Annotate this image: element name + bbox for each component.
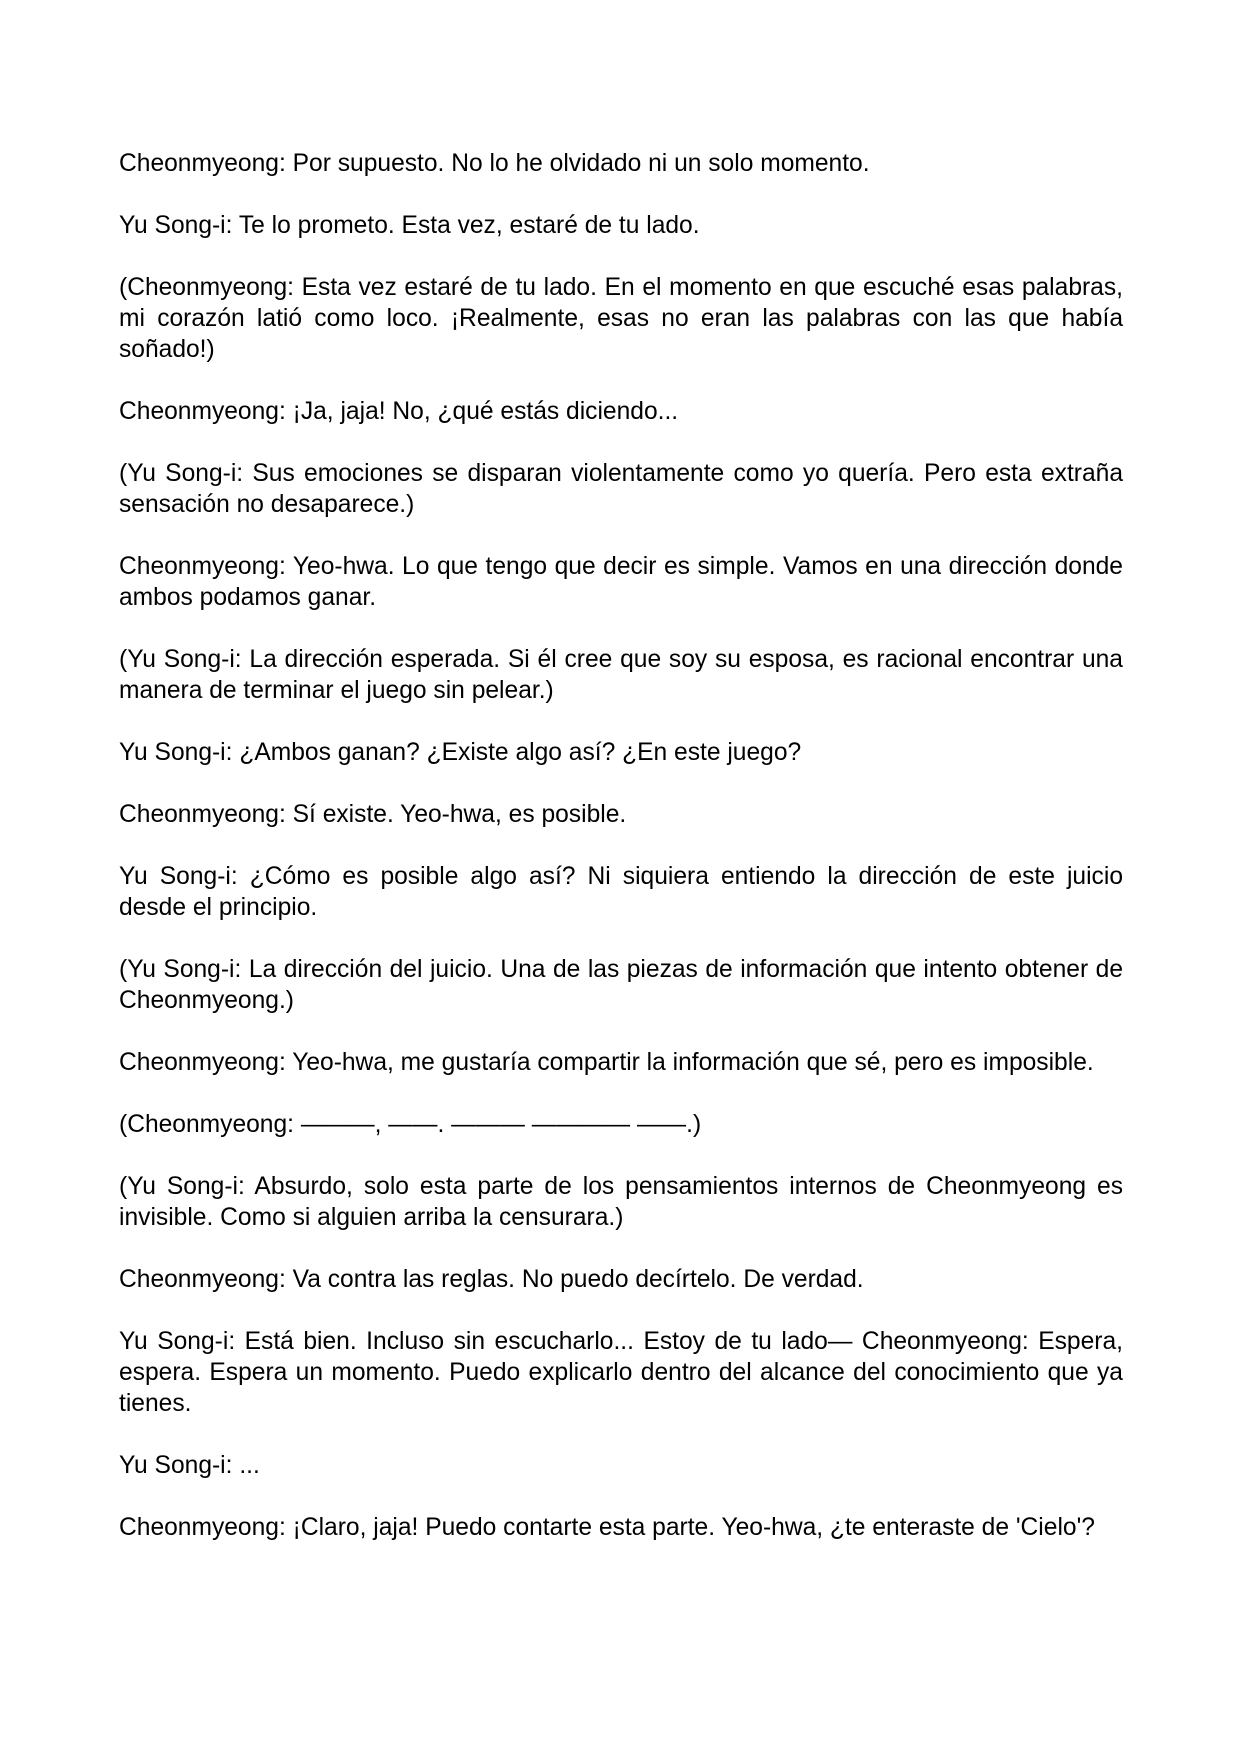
dialogue-paragraph: Yu Song-i: Está bien. Incluso sin escucharlo... Estoy de tu lado— Cheonmyeong: Espera, espera. Espera un momento. Puedo explicarlo dentro del alcance del conocimiento que ya tienes. [119,1328,1123,1417]
dialogue-paragraph: (Cheonmyeong: ———, ——. ——— ———— ——.) [119,1111,702,1138]
dialogue-paragraph: (Yu Song-i: Sus emociones se disparan violentamente como yo quería. Pero esta extraña sensación no desaparece.) [119,460,1123,518]
dialogue-paragraph: (Cheonmyeong: Esta vez estaré de tu lado. En el momento en que escuché esas palabras, mi corazón latió como loco. ¡Realmente, esas no eran las palabras con las que había soñado!) [119,274,1123,363]
dialogue-paragraph: Yu Song-i: Te lo prometo. Esta vez, estaré de tu lado. [119,212,700,239]
dialogue-paragraph: (Yu Song-i: La dirección del juicio. Una de las piezas de información que intento obtener de Cheonmyeong.) [119,956,1123,1014]
dialogue-paragraph: Yu Song-i: ¿Ambos ganan? ¿Existe algo así? ¿En este juego? [119,739,802,766]
dialogue-paragraph: Cheonmyeong: Por supuesto. No lo he olvidado ni un solo momento. [119,150,870,177]
document-body [119,148,1123,1574]
dialogue-paragraph: Cheonmyeong: ¡Claro, jaja! Puedo contarte esta parte. Yeo-hwa, ¿te enteraste de 'Cielo'? [119,1514,1095,1541]
dialogue-paragraph: Cheonmyeong: Sí existe. Yeo-hwa, es posible. [119,801,627,828]
dialogue-paragraph: (Yu Song-i: La dirección esperada. Si él cree que soy su esposa, es racional encontrar una manera de terminar el juego sin pelear.) [119,646,1123,704]
dialogue-paragraph: Cheonmyeong: Va contra las reglas. No puedo decírtelo. De verdad. [119,1266,864,1293]
dialogue-paragraph: Cheonmyeong: Yeo-hwa, me gustaría compartir la información que sé, pero es imposible. [119,1049,1094,1076]
dialogue-paragraph: Cheonmyeong: ¡Ja, jaja! No, ¿qué estás diciendo... [119,398,679,425]
dialogue-paragraph: Cheonmyeong: Yeo-hwa. Lo que tengo que decir es simple. Vamos en una dirección donde ambos podamos ganar. [119,553,1123,611]
dialogue-paragraph: Yu Song-i: ¿Cómo es posible algo así? Ni siquiera entiendo la dirección de este juicio desde el principio. [119,863,1123,921]
dialogue-paragraph: Yu Song-i: ... [119,1452,260,1479]
dialogue-paragraph: (Yu Song-i: Absurdo, solo esta parte de los pensamientos internos de Cheonmyeong es invisible. Como si alguien arriba la censurara.) [119,1173,1123,1231]
